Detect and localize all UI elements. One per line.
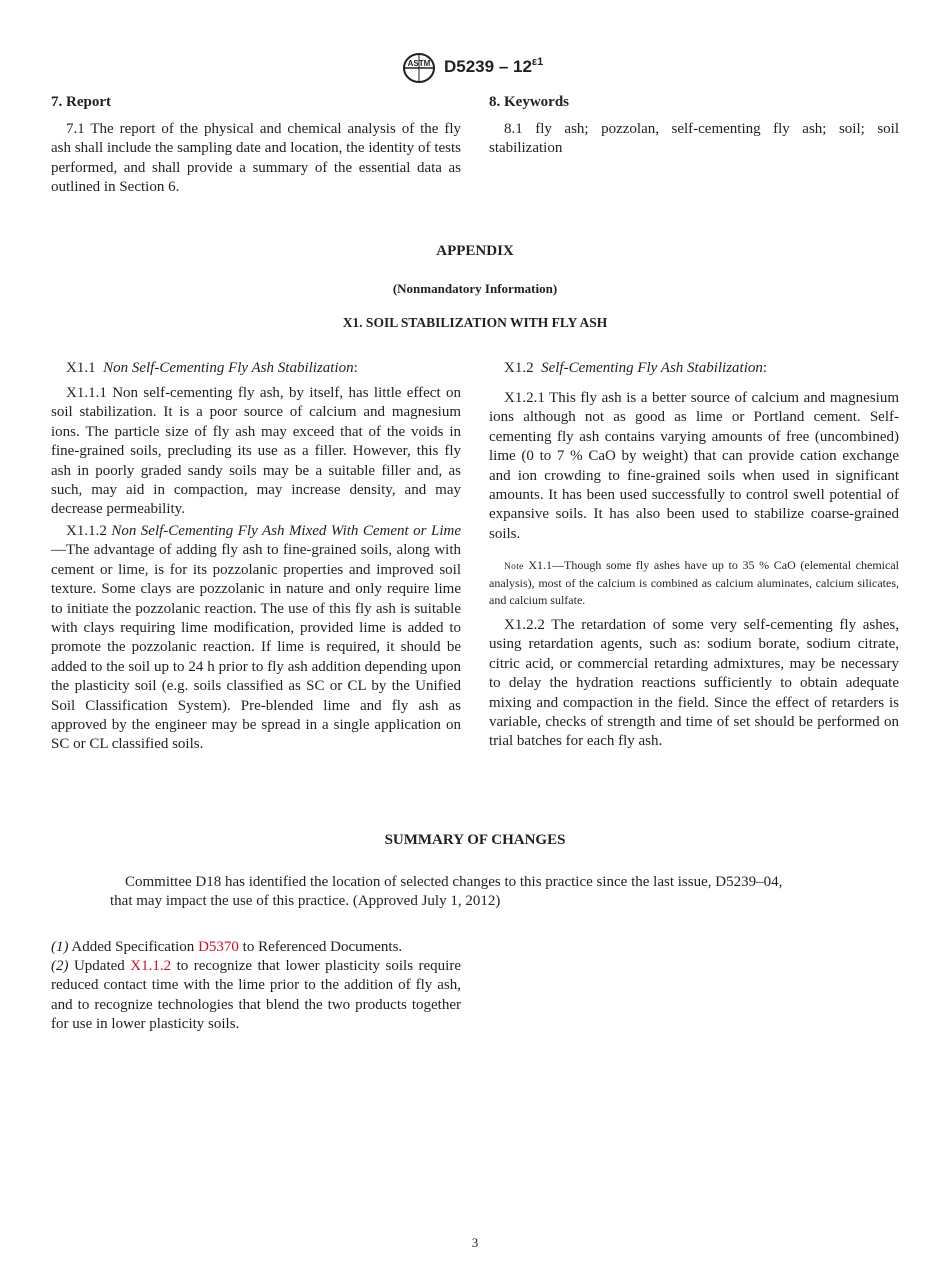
x1-1-2-title: Non Self-Cementing Fly Ash Mixed With Cement or Lime: [111, 523, 461, 539]
item-1-pre: Added Specification: [68, 939, 199, 955]
x1-title: X1. SOIL STABILIZATION WITH FLY ASH: [342, 315, 608, 330]
astm-logo: [400, 52, 438, 84]
logo-text: ASTM: [407, 59, 431, 68]
note-x1-1: [489, 557, 899, 608]
summary-intro-line1: Committee D18 has identified the location of selected changes to this practice since the last issue, D5239–04,: [125, 874, 783, 890]
item-2-post: to recognize that lower plasticity soils require reduced contact time with the lime prior to the addition of fly ash, and to recognize technologies that blend the two products together for use in lower plasticity soils.: [51, 958, 461, 1033]
item-2-pre: Updated: [68, 958, 131, 974]
summary-item-1: [51, 938, 461, 957]
item-2-number: (2): [51, 958, 69, 974]
note-body: X1.1—Though some fly ashes have up to 35 % CaO (elemental chemical analysis), most of the calcium is combined as calcium aluminates, calcium silicates, and calcium sulfate.: [489, 558, 899, 607]
item-1-post: to Referenced Documents.: [238, 939, 403, 955]
x1-1-title: Non Self-Cementing Fly Ash Stabilization: [103, 360, 354, 376]
summary-item-2: [51, 957, 461, 1035]
x1-1-2-body: —The advantage of adding fly ash to fine-grained soils, along with cement or lime, is for its pozzolanic properties and improved soil texture. Some clays are pozzolanic in nature and only require lime to initiate the pozzolanic reaction. The use of this fly ash is suitable with clays requiring lime modification, provided lime is added to promote the pozzolanic reaction. If lime is required, it should be added to the soil up to 24 h prior to fly ash addition depending upon the plasticity soil (e.g. soils classified as SC or CL by the Unified Soil Classification System). Pre-blended lime and fly ash as approved by the engineer may be spread in a single application on SC or CL classified soils.: [51, 542, 461, 753]
x1-2-1-paragraph: X1.2.1 This fly ash is a better source of calcium and magnesium ions although not as good as lime or Portland cement. Self-cementing fly ash contains varying amounts of free (uncombined) lime (0 to 7 % CaO by weight) that can provide cation exchange and ion crowding to fine-grained soils when used in significant amounts. It has been used successfully to control swell potential of expansive soils. It has also been used to stabilize coarse-grained soils.: [489, 390, 899, 542]
x1-2-2-paragraph: X1.2.2 The retardation of some very self-cementing fly ashes, using retardation agents, such as: sodium borate, sodium citrate, citric acid, or commercial retarding admixtures, may be necessary to delay the hydration reactions sufficiently to obtain adequate mixing and compaction in the field. Since the effect of retarders is variable, checks of strength and time of set should be performed on trial batches for each fly ash.: [489, 617, 899, 750]
x1-2-title: Self-Cementing Fly Ash Stabilization: [541, 360, 763, 376]
designation-text: D5239 – 12: [444, 57, 532, 76]
x1-1-2-number: X1.1.2: [66, 523, 107, 539]
epsilon-superscript: ε1: [531, 56, 544, 68]
appendix-subtitle: (Nonmandatory Information): [392, 281, 558, 296]
x1-1-2-paragraph: [51, 522, 461, 755]
summary-title: SUMMARY OF CHANGES: [384, 832, 566, 848]
page-number: 3: [471, 1235, 479, 1250]
section-7-heading: 7. Report: [51, 94, 111, 110]
x1-1-heading: X1.1 Non Self-Cementing Fly Ash Stabilization:: [66, 360, 358, 376]
summary-intro-line2: that may impact the use of this practice. (Approved July 1, 2012): [110, 893, 501, 909]
x1-2-number: X1.2: [504, 360, 534, 376]
x1-2-heading: X1.2 Self-Cementing Fly Ash Stabilization:: [504, 360, 768, 376]
section-7-paragraph: 7.1 The report of the physical and chemical analysis of the fly ash shall include the sampling date and location, the identity of tests performed, and shall provide a summary of the essential data as outlined in Section 6.: [51, 121, 461, 196]
x1-1-number: X1.1: [66, 360, 96, 376]
document-designation: [444, 56, 543, 77]
d5370-link[interactable]: D5370: [198, 939, 239, 955]
x1-1-1-paragraph: X1.1.1 Non self-cementing fly ash, by itself, has little effect on soil stabilization. It is a poor source of calcium and magnesium ions. The particle size of fly ash may exceed that of the voids in fine-grained soils, precluding its use as a filler. However, this fly ash in poorly graded sandy soils may be a suitable filler and, as such, may aid in compaction, may increase density, and may decrease permeability.: [51, 385, 461, 518]
x1-1-2-link[interactable]: X1.1.2: [130, 958, 172, 974]
section-8-paragraph: 8.1 fly ash; pozzolan, self-cementing fly ash; soil; soil stabilization: [489, 121, 899, 157]
note-label: Note: [504, 562, 524, 572]
appendix-title: APPENDIX: [436, 243, 514, 259]
section-8-heading: 8. Keywords: [489, 94, 569, 110]
item-1-number: (1): [51, 939, 69, 955]
